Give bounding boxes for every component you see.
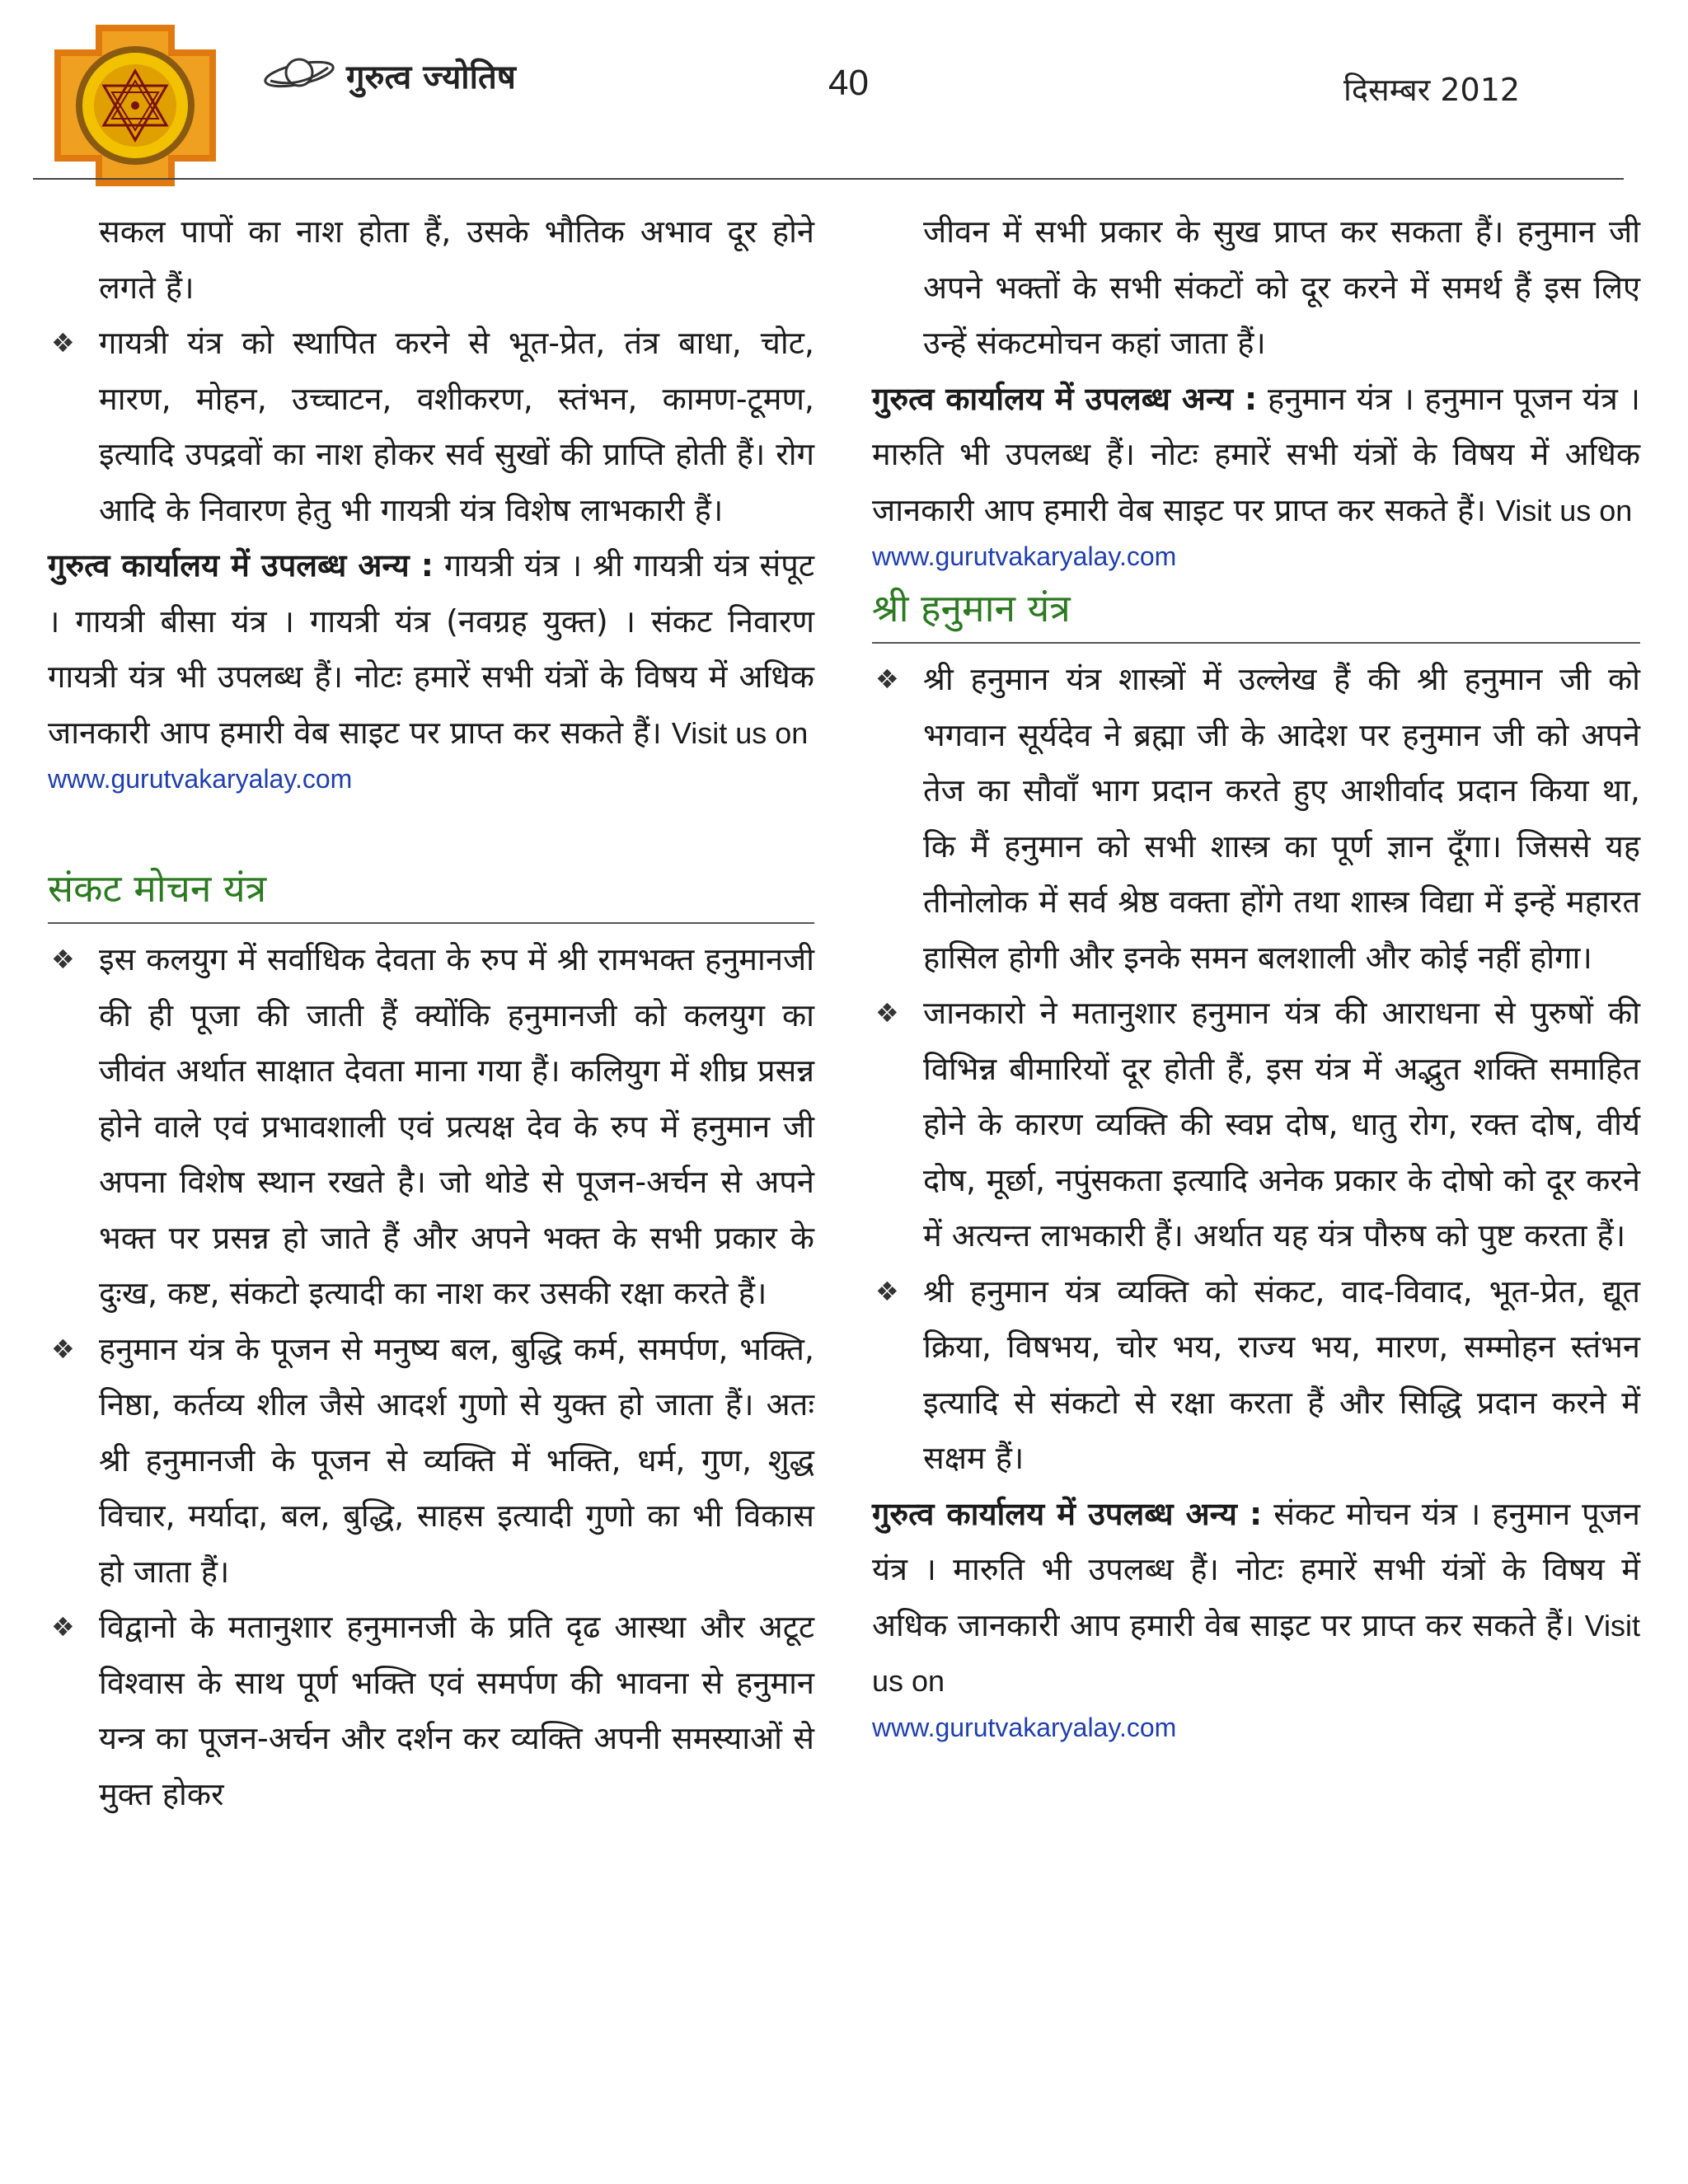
section-heading-sankat-mochan: संकट मोचन यंत्र <box>48 866 267 911</box>
continued-paragraph: जीवन में सभी प्रकार के सुख प्राप्त कर सकता हैं। हनुमान जी अपने भक्तों के सभी संकटों को दूर करने में समर्थ हैं इस लिए उन्हें संकटमोचन कहां जाता हैं। <box>923 213 1640 361</box>
gayatri-bullet-list <box>48 316 814 538</box>
note-heading: गुरुत्व कार्यालय में उपलब्ध अन्य : <box>48 547 434 583</box>
list-item-text: श्री हनुमान यंत्र व्यक्ति को संकट, वाद-विवाद, भूत-प्रेत, द्यूत क्रिया, विषभय, चोर भय, राज्य भय, मारण, सम्मोहन स्तंभन इत्यादि से संकटो से रक्षा करता हैं और सिद्धि प्रदान करने में सक्षम हैं। <box>923 1272 1640 1476</box>
header-divider <box>33 178 1624 180</box>
note-text: संकट मोचन यंत्र । हनुमान पूजन यंत्र । मारुति भी उपलब्ध हैं। नोटः हमारें सभी यंत्रों के विषय में अधिक जानकारी आप हमारी वेब साइट पर प्राप्त कर सकते हैं। <box>872 1495 1640 1643</box>
list-item-text: इस कलयुग में सर्वाधिक देवता के रुप में श्री रामभक्त हनुमानजी की ही पूजा की जाती हैं क्योंकि हनुमानजी को कलयुग का जीवंत अर्थात साक्षात देवता माना गया हैं। कलियुग में शीघ्र प्रसन्न होने वाले एवं प्रभावशाली एवं प्रत्यक्ष देव के रुप में हनुमान जी अपना विशेष स्थान रखते है। जो थोडे से पूजन-अर्चन से अपने भक्त पर प्रसन्न हो जाते हैं और अपने भक्त के सभी प्रकार के दुःख, कष्ट, संकटो इत्यादी का नाश कर उसकी रक्षा करते हैं। <box>99 941 814 1311</box>
diamond-bullet-icon: ❖ <box>51 1333 75 1365</box>
diamond-bullet-icon: ❖ <box>51 1611 75 1643</box>
diamond-bullet-icon: ❖ <box>51 944 75 975</box>
list-item <box>872 652 1640 986</box>
visit-text: Visit us on <box>671 715 809 750</box>
list-item <box>48 1600 814 1822</box>
list-item-text: विद्वानो के मतानुशार हनुमानजी के प्रति दृढ आस्था और अटूट विश्वास के साथ पूर्ण भक्ति एवं समर्पण की भावना से हनुमान यन्त्र का पूजन-अर्चन और दर्शन कर व्यक्ति अपनी समस्याओं से मुक्त होकर <box>99 1609 814 1812</box>
section-divider <box>872 642 1640 644</box>
note-heading: गुरुत्व कार्यालय में उपलब्ध अन्य : <box>872 380 1258 417</box>
diamond-bullet-icon: ❖ <box>875 1275 899 1307</box>
visit-text: Visit us on <box>872 1608 1640 1698</box>
magazine-title: गुरुत्व ज्योतिष <box>346 59 516 96</box>
page-number: 40 <box>828 63 869 103</box>
list-item <box>48 932 814 1322</box>
list-item <box>872 1264 1640 1487</box>
website-link[interactable]: www.gurutvakaryalay.com <box>48 764 353 794</box>
section-heading-hanuman-yantra: श्री हनुमान यंत्र <box>872 586 1071 630</box>
website-link[interactable]: www.gurutvakaryalay.com <box>872 1712 1177 1742</box>
hanuman-availability-note <box>872 1487 1640 1709</box>
gayatri-availability-note <box>48 538 814 761</box>
left-column <box>48 204 814 1822</box>
right-column <box>872 204 1640 1749</box>
list-item <box>48 316 814 538</box>
note-text: हनुमान यंत्र । हनुमान पूजन यंत्र । मारुति भी उपलब्ध हैं। नोटः हमारें सभी यंत्रों के विषय में अधिक जानकारी आप हमारी वेब साइट पर प्राप्त कर सकते हैं। <box>872 380 1640 528</box>
sankat-bullet-list <box>48 932 814 1822</box>
list-item-text: जानकारो ने मतानुशार हनुमान यंत्र की आराधना से पुरुषों की विभिन्न बीमारियों दूर होती हैं, इस यंत्र में अद्भुत शक्ति समाहित होने के कारण व्यक्ति की स्वप्न दोष, धातु रोग, रक्त दोष, वीर्य दोष, मूर्छा, नपुंसकता इत्यादि अनेक प्रकार के दोषो को दूर करने में अत्यन्त लाभकारी हैं। अर्थात यह यंत्र पौरुष को पुष्ट करता हैं। <box>923 995 1640 1254</box>
issue-date: दिसम्बर 2012 <box>1343 72 1521 108</box>
intro-paragraph: सकल पापों का नाश होता हैं, उसके भौतिक अभाव दूर होने लगते हैं। <box>99 213 814 306</box>
list-item-text: गायत्री यंत्र को स्थापित करने से भूत-प्रेत, तंत्र बाधा, चोट, मारण, मोहन, उच्चाटन, वशीकरण, स्तंभन, कामण-टूमण, इत्यादि उपद्रवों का नाश होकर सर्व सुखों की प्राप्ति होती हैं। रोग आदि के निवारण हेतु भी गायत्री यंत्र विशेष लाभकारी हैं। <box>99 325 814 528</box>
diamond-bullet-icon: ❖ <box>51 327 75 359</box>
sri-yantra-logo <box>54 25 216 186</box>
sankat-availability-note <box>872 372 1640 539</box>
section-divider <box>48 922 814 924</box>
list-item-text: श्री हनुमान यंत्र शास्त्रों में उल्लेख हैं की श्री हनुमान जी को भगवान सूर्यदेव ने ब्रह्मा जी के आदेश पर हनुमान जी को अपने तेज का सौवाँ भाग प्रदान करते हुए आशीर्वाद प्रदान किया था, कि मैं हनुमान को सभी शास्त्र का पूर्ण ज्ञान दूँगा। जिससे यह तीनोलोक में सर्व श्रेष्ठ वक्ता होंगे तथा शास्त्र विद्या में इन्हें महारत हासिल होगी और इनके समन बलशाली और कोई नहीं होगा। <box>923 661 1640 976</box>
note-text: गायत्री यंत्र । श्री गायत्री यंत्र संपूट । गायत्री बीसा यंत्र । गायत्री यंत्र (नवग्रह युक्त) । संकट निवारण गायत्री यंत्र भी उपलब्ध हैं। नोटः हमारें सभी यंत्रों के विषय में अधिक जानकारी आप हमारी वेब साइट पर प्राप्त कर सकते हैं। <box>48 547 814 751</box>
visit-text: Visit us on <box>1495 493 1633 527</box>
list-item-text: हनुमान यंत्र के पूजन से मनुष्य बल, बुद्धि कर्म, समर्पण, भक्ति, निष्ठा, कर्तव्य शील जैसे आदर्श गुणो से युक्त हो जाता हैं। अतः श्री हनुमानजी के पूजन से व्यक्ति में भक्ति, धर्म, गुण, शुद्ध विचार, मर्यादा, बल, बुद्धि, साहस इत्यादी गुणो का भी विकास हो जाता हैं। <box>99 1330 814 1590</box>
diamond-bullet-icon: ❖ <box>875 663 899 695</box>
note-heading: गुरुत्व कार्यालय में उपलब्ध अन्य : <box>872 1495 1263 1532</box>
hanuman-bullet-list <box>872 652 1640 1487</box>
diamond-bullet-icon: ❖ <box>875 997 899 1029</box>
list-item <box>48 1322 814 1601</box>
list-item <box>872 986 1640 1264</box>
saturn-planet-icon <box>262 53 336 96</box>
website-link[interactable]: www.gurutvakaryalay.com <box>872 541 1177 571</box>
page-header <box>0 0 1688 183</box>
